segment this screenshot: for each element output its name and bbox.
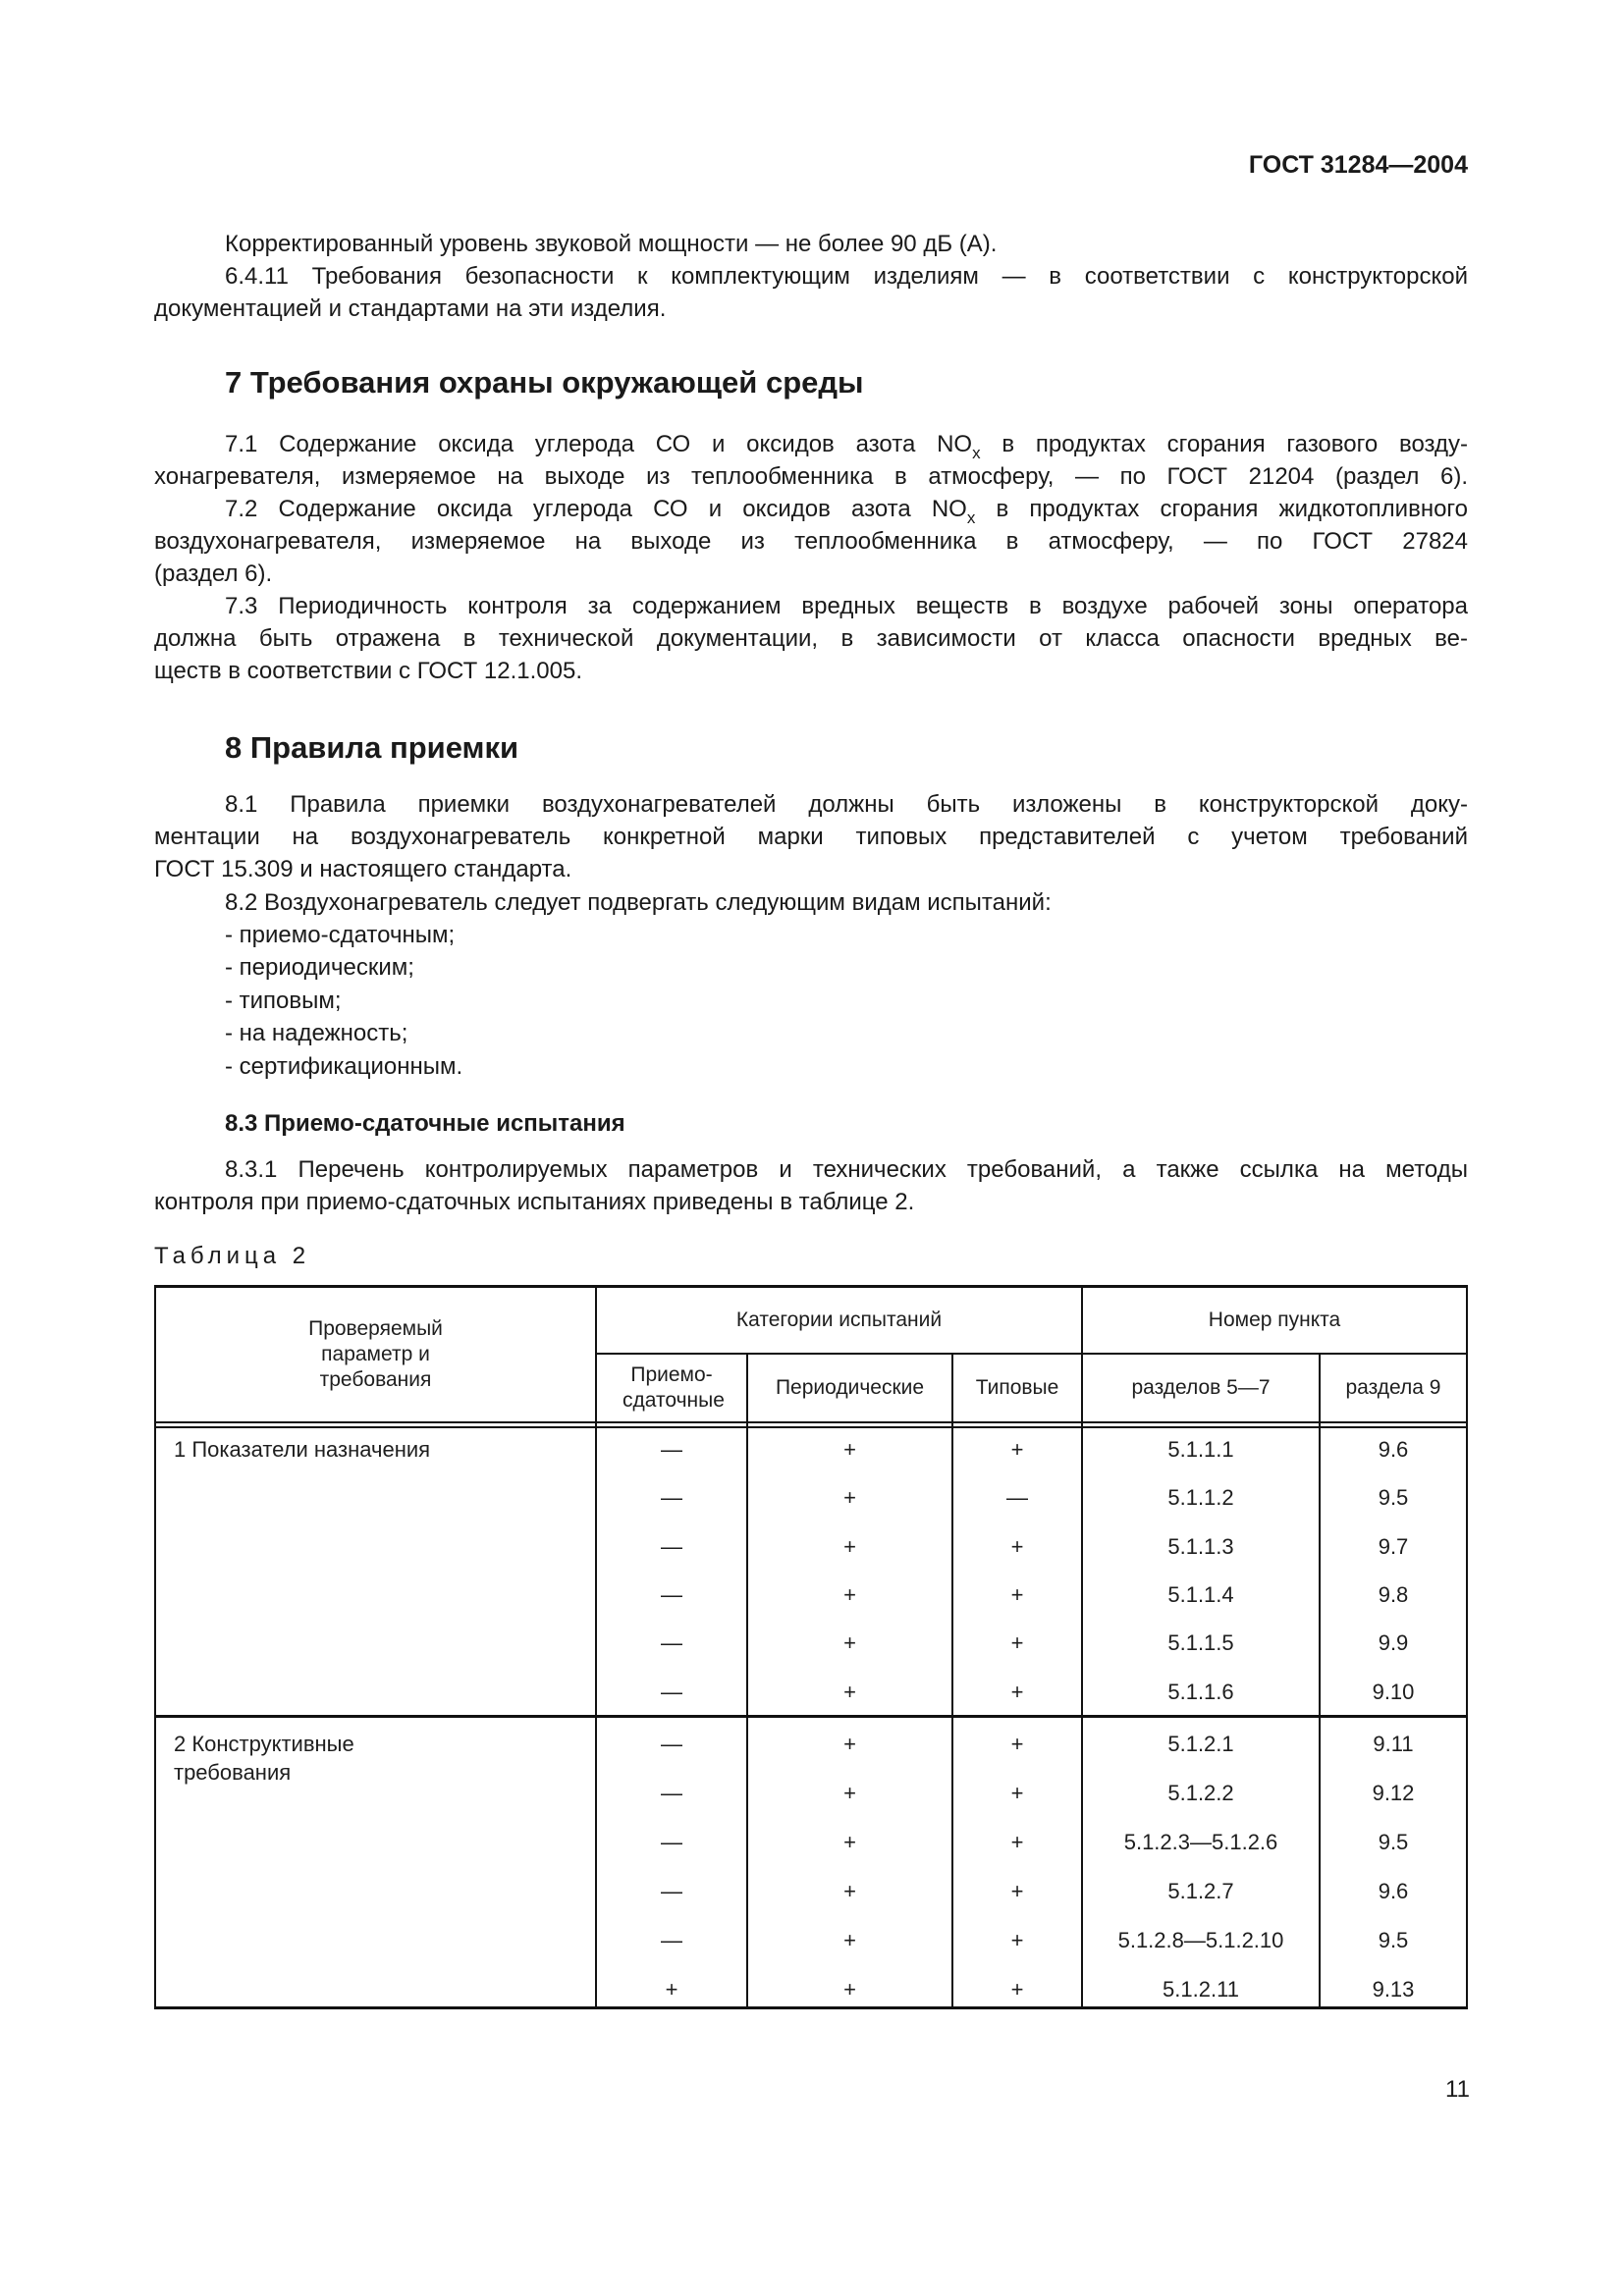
cell-type: +	[1010, 1679, 1024, 1704]
test-type-item: - приемо-сдаточным;	[225, 922, 456, 948]
cell-section-9: 9.9	[1378, 1630, 1409, 1656]
cell-sections-5-7: 5.1.2.3—5.1.2.6	[1123, 1830, 1278, 1854]
cell-acceptance: —	[661, 1679, 682, 1704]
table-2	[154, 1285, 1468, 2009]
document-code-header: ГОСТ 31284—2004	[1248, 151, 1468, 179]
cell-type: +	[1010, 1630, 1024, 1656]
noise-level-text: Корректированный уровень звуковой мощности — не более 90 дБ (А).	[225, 231, 998, 257]
cell-type: +	[1010, 1830, 1024, 1854]
clause-8-1-line-3: ГОСТ 15.309 и настоящего стандарта.	[154, 856, 572, 882]
clause-7-3-line-3: ществ в соответствии с ГОСТ 12.1.005.	[154, 658, 582, 684]
clause-8-2-text: 8.2 Воздухонагреватель следует подвергать следующим видам испытаний:	[225, 889, 1052, 916]
header-double-line-bottom	[154, 1426, 1468, 1428]
cell-type: +	[1010, 1437, 1024, 1462]
test-type-item: - типовым;	[225, 988, 342, 1014]
test-type-item: - сертификационным.	[225, 1053, 463, 1080]
table-caption: Таблица 2	[154, 1243, 311, 1269]
cell-sections-5-7: 5.1.1.5	[1167, 1630, 1234, 1656]
clause-7-3-line-2: должна быть отражена в технической документации, в зависимости от класса опасности вредных ве-	[154, 625, 1468, 652]
table-border-bottom	[154, 2006, 1468, 2009]
cell-section-9: 9.11	[1373, 1732, 1414, 1756]
header-param-text: Проверяемый параметр и требования	[308, 1317, 443, 1391]
cell-section-9: 9.5	[1378, 1830, 1409, 1854]
section-8-heading: 8 Правила приемки	[225, 730, 519, 765]
cell-section-9: 9.6	[1378, 1879, 1409, 1903]
cell-section-9: 9.5	[1378, 1485, 1409, 1511]
table-border-right	[1466, 1285, 1468, 2009]
cell-acceptance: —	[661, 1928, 682, 1952]
clause-8-3-1-line-2: контроля при приемо-сдаточных испытаниях приведены в таблице 2.	[154, 1189, 915, 1215]
clause-7-1-text-a: 7.1 Содержание оксида углерода СО и оксидов азота NO	[225, 431, 973, 457]
cell-acceptance: —	[661, 1485, 682, 1511]
clause-7-2-text-a: 7.2 Содержание оксида углерода СО и оксидов азота NO	[225, 496, 967, 522]
cell-acceptance: —	[661, 1830, 682, 1854]
header-periodic: Периодические	[775, 1376, 925, 1399]
cell-acceptance: —	[661, 1437, 682, 1462]
clause-8-1-line-2: ментации на воздухонагреватель конкретной марки типовых представителей с учетом требований	[154, 824, 1468, 850]
cell-periodic: +	[843, 1581, 856, 1607]
cell-periodic: +	[843, 1928, 856, 1952]
cell-sections-5-7: 5.1.1.4	[1167, 1581, 1234, 1607]
cell-section-9: 9.12	[1372, 1781, 1415, 1805]
cell-periodic: +	[843, 1437, 856, 1462]
cell-type: +	[1010, 1533, 1024, 1559]
cell-type: +	[1010, 1581, 1024, 1607]
cell-acceptance: —	[661, 1533, 682, 1559]
cell-sections-5-7: 5.1.2.7	[1167, 1879, 1234, 1903]
header-acceptance	[597, 1355, 746, 1421]
cell-periodic: +	[843, 1879, 856, 1903]
header-type: Типовые	[975, 1376, 1059, 1399]
cell-periodic: +	[843, 1732, 856, 1756]
cell-acceptance: —	[661, 1732, 682, 1756]
cell-section-9: 9.10	[1372, 1679, 1415, 1704]
cell-periodic: +	[843, 1485, 856, 1511]
cell-periodic: +	[843, 1781, 856, 1805]
cell-sections-5-7: 5.1.2.11	[1163, 1977, 1239, 2002]
cell-periodic: +	[843, 1679, 856, 1704]
cell-section-9: 9.13	[1372, 1977, 1415, 2002]
group-2-label-line-2: требования	[174, 1760, 292, 1785]
clause-7-2-text-b: в продуктах сгорания жидкотопливного	[975, 496, 1468, 522]
cell-type: +	[1010, 1781, 1024, 1805]
cell-type: +	[1010, 1879, 1024, 1903]
cell-sections-5-7: 5.1.2.8—5.1.2.10	[1117, 1928, 1284, 1952]
cell-acceptance: —	[661, 1879, 682, 1903]
header-double-line-top	[154, 1421, 1468, 1423]
clause-6-4-11-line-2: документацией и стандартами на эти изделия.	[154, 295, 667, 322]
clause-7-2-line-2: воздухонагревателя, измеряемое на выходе из теплообменника в атмосферу, — по ГОСТ 27824	[154, 528, 1468, 555]
header-acceptance-text: Приемо- сдаточные	[623, 1363, 725, 1412]
cell-periodic: +	[843, 1830, 856, 1854]
cell-sections-5-7: 5.1.1.6	[1167, 1679, 1234, 1704]
cell-sections-5-7: 5.1.1.1	[1167, 1437, 1234, 1462]
clause-8-3-1-line-1: 8.3.1 Перечень контролируемых параметров и технических требований, а также ссылка на методы	[225, 1156, 1468, 1183]
test-type-item: - на надежность;	[225, 1020, 408, 1046]
cell-type: +	[1010, 1732, 1024, 1756]
cell-acceptance: +	[665, 1977, 678, 2002]
test-type-item: - периодическим;	[225, 954, 414, 981]
clause-6-4-11-line-1: 6.4.11 Требования безопасности к комплектующим изделиям — в соответствии с конструкторской	[225, 263, 1468, 290]
group-separator	[154, 1715, 1468, 1718]
nox-subscript: x	[966, 508, 976, 527]
cell-section-9: 9.5	[1378, 1928, 1409, 1952]
header-section-9: раздела 9	[1345, 1376, 1441, 1399]
cell-sections-5-7: 5.1.1.2	[1167, 1485, 1234, 1511]
section-7-heading: 7 Требования охраны окружающей среды	[225, 365, 864, 400]
header-sections-5-7: разделов 5—7	[1131, 1376, 1271, 1399]
cell-type: +	[1010, 1928, 1024, 1952]
cell-acceptance: —	[661, 1581, 682, 1607]
nox-subscript: x	[972, 444, 981, 462]
clause-7-2-line-3: (раздел 6).	[154, 561, 273, 587]
clause-7-3-line-1: 7.3 Периодичность контроля за содержанием вредных веществ в воздухе рабочей зоны оператора	[225, 593, 1468, 619]
cell-periodic: +	[843, 1630, 856, 1656]
subsection-8-3-heading: 8.3 Приемо-сдаточные испытания	[225, 1110, 625, 1137]
cell-type: +	[1010, 1977, 1024, 2002]
clause-7-1-line-1	[225, 428, 1468, 460]
group-2-label-line-1: 2 Конструктивные	[174, 1732, 354, 1756]
cell-acceptance: —	[661, 1781, 682, 1805]
header-param	[156, 1288, 595, 1421]
cell-section-9: 9.6	[1378, 1437, 1409, 1462]
group-1-label: 1 Показатели назначения	[174, 1437, 431, 1462]
cell-sections-5-7: 5.1.2.1	[1167, 1732, 1234, 1756]
header-categories: Категории испытаний	[735, 1308, 943, 1331]
cell-acceptance: —	[661, 1630, 682, 1656]
cell-type: —	[1006, 1485, 1028, 1511]
cell-periodic: +	[843, 1977, 856, 2002]
cell-section-9: 9.7	[1378, 1533, 1409, 1559]
cell-sections-5-7: 5.1.1.3	[1167, 1533, 1234, 1559]
cell-periodic: +	[843, 1533, 856, 1559]
clause-7-1-line-2: хонагревателя, измеряемое на выходе из теплообменника в атмосферу, — по ГОСТ 21204 (раздел 6).	[154, 463, 1468, 490]
clause-7-2-line-1	[225, 493, 1468, 525]
clause-7-1-text-b: в продуктах сгорания газового возду-	[980, 431, 1468, 457]
clause-8-1-line-1: 8.1 Правила приемки воздухонагревателей должны быть изложены в конструкторской доку-	[225, 791, 1468, 818]
cell-sections-5-7: 5.1.2.2	[1167, 1781, 1234, 1805]
page-number: 11	[1445, 2076, 1470, 2103]
header-item-number: Номер пункта	[1208, 1308, 1341, 1331]
cell-section-9: 9.8	[1378, 1581, 1409, 1607]
